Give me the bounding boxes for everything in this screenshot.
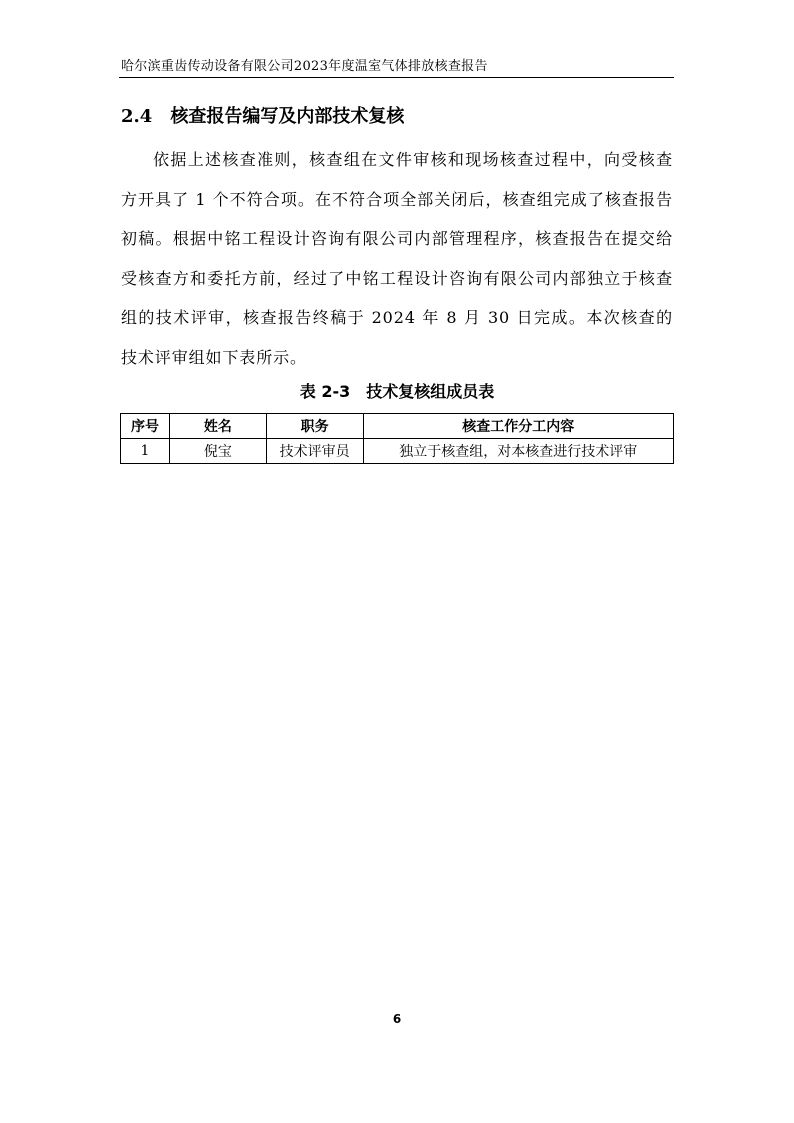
- running-header: 哈尔滨重齿传动设备有限公司2023年度温室气体排放核查报告: [121, 59, 488, 74]
- table-row: [121, 439, 674, 464]
- cell-duty: 独立于核查组，对本核查进行技术评审: [363, 439, 673, 464]
- section-heading: [121, 104, 404, 130]
- table-caption: [0, 380, 794, 404]
- section-number: 2.4: [121, 106, 153, 127]
- cell-name: 倪宝: [169, 439, 266, 464]
- header-cell-position: 职务: [266, 414, 363, 439]
- table-caption-title: 技术复核组成员表: [366, 382, 495, 401]
- body-paragraph: 依据上述核查准则，核查组在文件审核和现场核查过程中，向受核查方开具了 1 个不符合项。在不符合项全部关闭后，核查组完成了核查报告初稿。根据中铭工程设计咨询有限公司内部管理程序，核查报告在提交给受核查方和委托方前，经过了中铭工程设计咨询有限公司内部独立于核查组的技术评审，核查报告终稿于 2024 年 8 月 30 日完成。本次核查的技术评审组如下表所示。: [121, 150, 673, 367]
- header-cell-name: 姓名: [169, 414, 266, 439]
- page-number: 6: [392, 1012, 402, 1026]
- header-divider: [119, 77, 674, 78]
- table-caption-number: 表 2-3: [299, 382, 351, 401]
- cell-index: 1: [121, 439, 170, 464]
- header-cell-index: 序号: [121, 414, 170, 439]
- cell-position: 技术评审员: [266, 439, 363, 464]
- review-team-table: [120, 413, 674, 464]
- header-cell-duty: 核查工作分工内容: [363, 414, 673, 439]
- section-title-text: 核查报告编写及内部技术复核: [170, 106, 405, 127]
- table-header-row: [121, 414, 674, 439]
